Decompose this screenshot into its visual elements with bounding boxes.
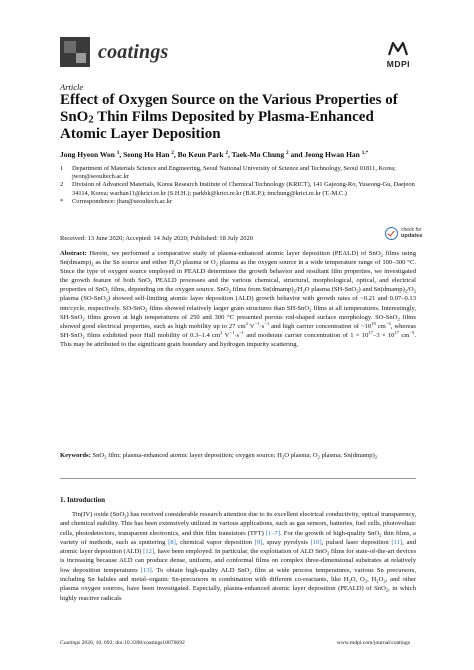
section-heading: 1. Introduction [60, 496, 105, 504]
article-type: Article [60, 82, 84, 92]
abstract: Abstract: Herein, we performed a comparative study of plasma-enhanced atomic layer deposition (PEALD) of SnO$_2$ films using $Sn(dmamp)_2$ as the Sn source and either $H_2O$ plasma or $O_2$ plasma as the oxygen source in a wide temperature range of 100–300 °C. Since the type of oxygen source employed in PEALD determines the growth behavior and resultant film properties, we investigated the growth feature of both SnO$_2$ PEALD processes and the various chemical, structural, morphological, optical, and electrical properties of SnO$_2$ films, depending on the oxygen source. SnO$_2$ films from $Sn(dmamp)_2/H_2O$ plasma (SH-SnO$_2$) and $Sn(dmamp)_2/O_2$ plasma (SO-SnO$_2$) showed self-limiting atomic layer deposition (ALD) growth behavior with growth rates of ~0.21 and 0.07–0.13 nm/cycle, respectively. SO-SnO$_2$ films showed relatively larger grain structures than SH-SnO$_2$ films at all temperatures. Interestingly, SH-SnO$_2$ films grown at high temperatures of 250 and 300 °C presented porous rod-shaped surface morphology. SO-SnO$_2$ films showed good electrical properties, such as high mobility up to 27 $cm^2$ $V^{-1}\cdot s^{-1}$ and high carrier concentration of $\sim 10^{19}$ $cm^{-3}$, whereas SH-SnO$_2$ films exhibited poor Hall mobility of 0.3–1.4 $cm^2$ $V^{-1}\cdot s^{-1}$ and moderate carrier concentration of $1 \times 10^{17}-3 \times 10^{17}$ $cm^{-3}$. This may be attributed to the significant grain boundary and hydrogen impurity scattering. [60, 250, 416, 348]
citation-link[interactable]: [11] [391, 538, 403, 546]
introduction-paragraph: Tin(IV) oxide (SnO$_2$) has received considerable research attention due to its excellent electrical conductivity, optical transparency, and chemical stability. This has been extensively utilized in various applications, such as gas sensors, batteries, fuel cells, photovoltaic cells, photodetectors, transparent electronics, and thin film transistors (TFT) [1–7]. For the growth of high-quality SnO$_2$ thin films, a variety of methods, such as sputtering [8], chemical vapor deposition [9], spray pyrolysis [10], pulsed laser deposition [11], and atomic layer deposition (ALD) [12], have been employed. In particular, the exploitation of ALD SnO$_2$ films for state-of-the-art devices is increasing because ALD can produce dense, uniform, and conformal films on complex three-dimensional substrates at relatively low deposition temperatures [13]. To obtain high-quality ALD SnO$_2$ film at wide process temperatures, various Sn precursors, including Sn halides and metal–organic Sn-precursors in combination with different co-reactants, like $H_2O$, $O_2$, $H_2O_2$, and other plasma oxygen sources, have been investigated. Especially, plasma-enhanced atomic layer deposition (PEALD) of SnO$_2$, in which highly reactive radicals [60, 511, 417, 602]
check-updates-icon [385, 227, 398, 240]
author-name[interactable]: Jeong Hwan Han [304, 150, 360, 159]
affiliations [60, 165, 420, 206]
citation-link[interactable]: [13] [140, 566, 152, 574]
section-divider [60, 478, 416, 479]
journal-logo-icon [60, 37, 90, 67]
check-for-updates-badge[interactable]: check for updates [385, 227, 422, 240]
citation-link[interactable]: [9] [254, 538, 263, 546]
citation-link[interactable]: [8] [168, 538, 176, 546]
affiliation-item: 1 Department of Materials Science and Engineering, Seoul National University of Science and Technology, Seoul 01811, Korea; jwon@seoultech.ac.kr [60, 165, 396, 181]
correspondence: * Correspondence: jhan@seoultech.ac.kr [60, 197, 173, 205]
author-list: Jong Hyeon Won $^1$, Seong Ho Han $^2$, Bo Keun Park $^2$, Taek-Mo Chung $^2$ and Jeong Hwan Han $^{1,*}$ [60, 150, 369, 159]
publisher-logo[interactable] [387, 40, 410, 69]
publication-dates: Received: 13 June 2020; Accepted: 14 July 2020; Published: 18 July 2020 [60, 235, 253, 242]
affiliation-item: 2 Division of Advanced Materials, Korea Research Institute of Chemical Technology (KRICT), 141 Gajeong-Ro, Yuseong-Gu, Daejeon 34114, Korea; warhan11@krict.re.kr (S.H.H.); parkbk@krict.re.kr (B.K.P.); tmchung@krict.re.kr (T.-M.C.) [60, 181, 415, 197]
citation-link[interactable]: [10] [310, 538, 322, 546]
author-name[interactable]: Taek-Mo Chung [231, 150, 285, 159]
author-name[interactable]: Seong Ho Han [123, 150, 170, 159]
author-name[interactable]: Bo Keun Park [177, 150, 224, 159]
citation-link[interactable]: [12] [143, 548, 155, 556]
author-name[interactable]: Jong Hyeon Won [60, 150, 115, 159]
footer-citation: Coatings 2020, 10, 692; doi:10.3390/coatings10070692 [60, 640, 185, 646]
publisher-name: MDPI [386, 59, 410, 69]
article-title: Effect of Oxygen Source on the Various Properties of SnO$_2$ Thin Films Deposited by Plasma-Enhanced Atomic Layer Deposition [60, 92, 398, 142]
citation-link[interactable]: [1–7] [265, 529, 281, 537]
journal-name: coatings [98, 40, 169, 63]
mdpi-logo-icon [387, 40, 409, 58]
footer-url[interactable]: www.mdpi.com/journal/coatings [336, 640, 410, 646]
journal-logo[interactable] [60, 37, 169, 67]
keywords: Keywords: SnO$_2$ film; plasma-enhanced atomic layer deposition; oxygen source; $H_2O$ plasma; $O_2$ plasma; $Sn(dmamp)_2$ [60, 452, 378, 460]
